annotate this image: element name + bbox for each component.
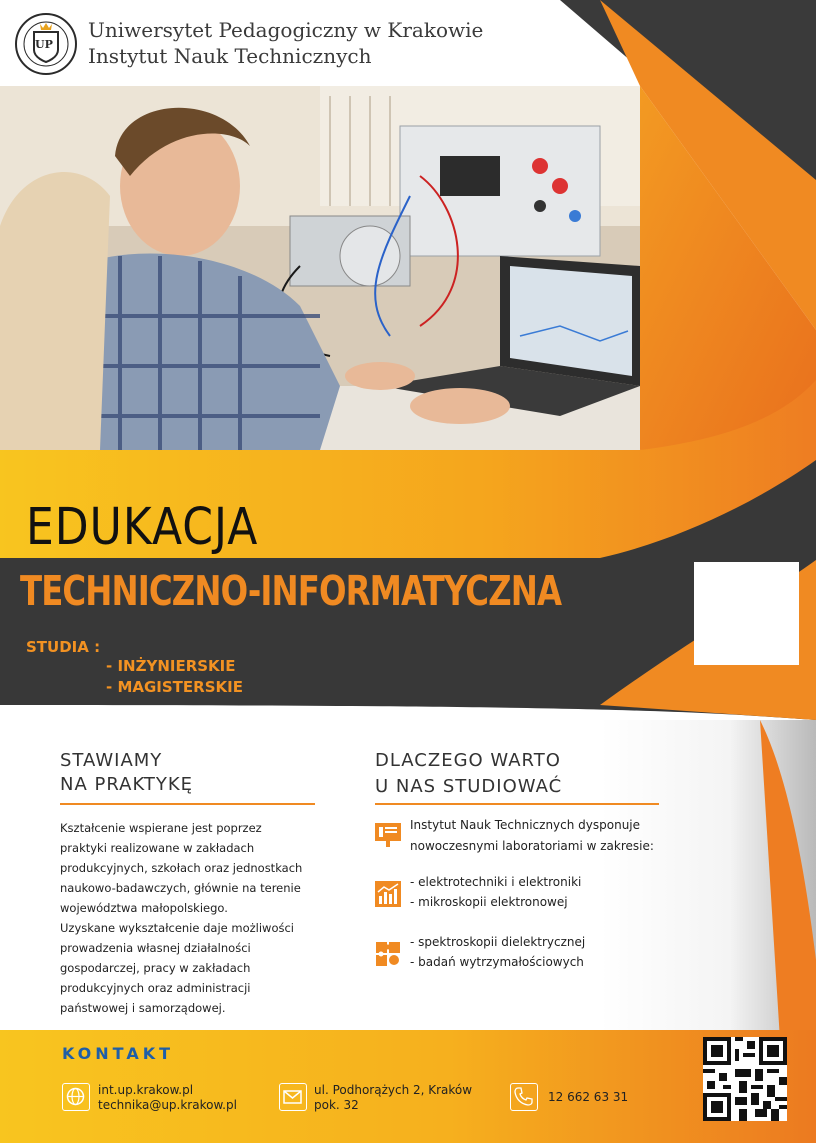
main-subtitle: TECHNICZNO-INFORMATYCZNA: [20, 568, 562, 616]
university-name: Uniwersytet Pedagogiczny w Krakowie: [88, 18, 484, 42]
blank-placeholder-box: [694, 562, 799, 665]
studia-label: STUDIA :: [26, 638, 101, 656]
lab-item: - mikroskopii elektronowej: [410, 895, 568, 909]
lab-item: - elektrotechniki i elektroniki: [410, 875, 582, 889]
why-divider: [375, 803, 659, 805]
email-link[interactable]: technika@up.krakow.pl: [98, 1098, 237, 1112]
why-heading-line1: DLACZEGO WARTO: [375, 750, 561, 771]
website-link[interactable]: int.up.krakow.pl: [98, 1083, 194, 1097]
practice-heading-line2: NA PRAKTYKĘ: [60, 774, 194, 795]
envelope-icon: [279, 1083, 307, 1111]
chart-icon: [374, 880, 402, 908]
presentation-icon: [374, 820, 402, 848]
lab-item: - spektroskopii dielektrycznej: [410, 935, 586, 949]
address-line1: ul. Podhorążych 2, Kraków: [314, 1083, 473, 1097]
phone-icon: [510, 1083, 538, 1111]
why-intro-line2: nowoczesnymi laboratoriami w zakresie:: [410, 839, 654, 853]
practice-paragraph: Kształcenie wspierane jest poprzez praktyki realizowane w zakładach produkcyjnych, szkołach oraz jednostkach naukowo-badawczych, głównie na terenie województwa małopolskiego. Uzyskane wykształcenie daje możliwości prowadzenia własnej działalności gospodarczej, pracy w zakładach produkcyjnych oraz administracji państwowej i samorządowej.: [60, 821, 303, 1015]
lab-photo: [0, 86, 640, 450]
main-title: EDUKACJA: [26, 498, 259, 557]
lab-item: - badań wytrzymałościowych: [410, 955, 584, 969]
why-intro-line1: Instytut Nauk Technicznych dysponuje: [410, 818, 641, 832]
practice-heading-line1: STAWIAMY: [60, 750, 163, 771]
practice-divider: [60, 803, 315, 805]
studia-item: - INŻYNIERSKIE: [106, 657, 236, 675]
qr-code-icon[interactable]: [703, 1037, 787, 1121]
institute-name: Instytut Nauk Technicznych: [88, 44, 372, 68]
phone-number: 12 662 63 31: [548, 1090, 629, 1104]
why-heading-line2: U NAS STUDIOWAĆ: [375, 776, 563, 797]
studia-item: - MAGISTERSKIE: [106, 678, 243, 696]
contact-heading: KONTAKT: [62, 1044, 175, 1063]
puzzle-icon: [374, 940, 402, 968]
globe-icon: [62, 1083, 90, 1111]
address-line2: pok. 32: [314, 1098, 359, 1112]
university-logo: [14, 12, 78, 76]
logo-letters: UP: [35, 38, 53, 51]
